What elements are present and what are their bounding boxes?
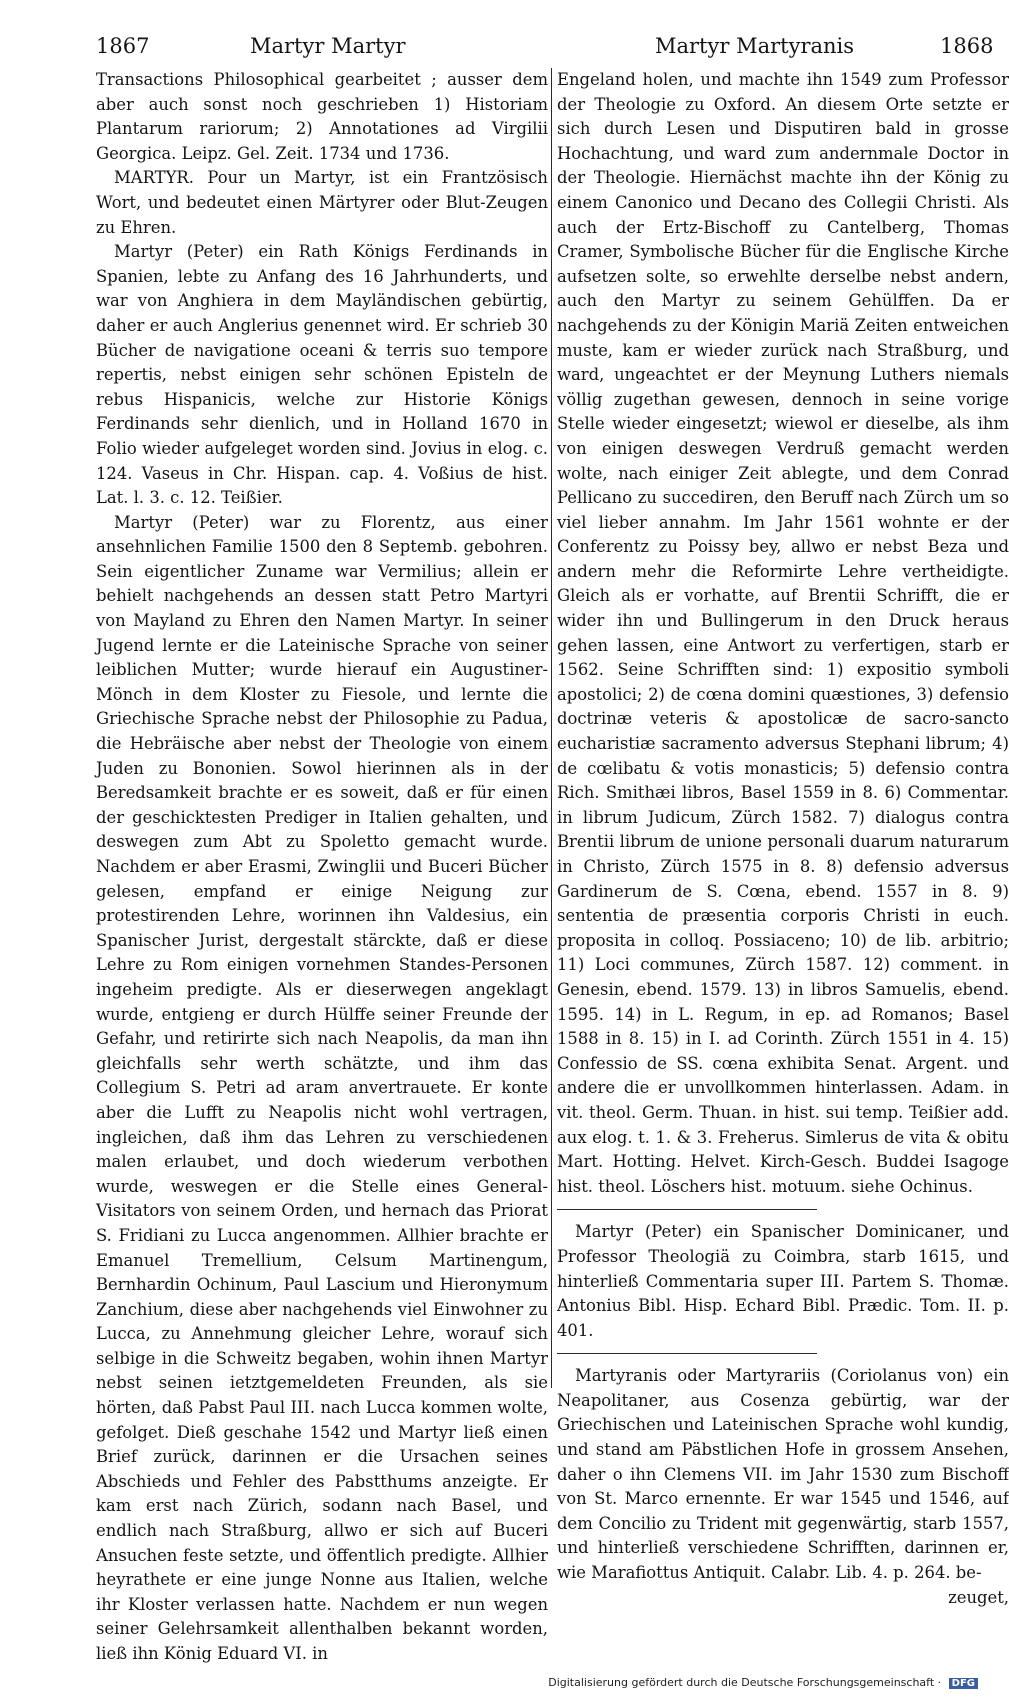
right-page-number: 1868 [940, 34, 994, 58]
left-running-head: Martyr Martyr [250, 34, 406, 58]
entry-martyranis: Martyranis oder Martyrariis (Coriolanus von) ein Neapolitaner, aus Cosenza gebürtig, war der Griechischen und Lateinischen Sprache wohl kundig, und stand am Päbstlichen Hofe in grossem Ansehen, daher o ihn Clemens VII. im Jahr 1530 zum Bischoff von St. Marco ernennte. Er war 1545 und 1546, auf dem Concilio zu Trident mit gegenwärtig, starb 1557, und hinterließ verschiedene Schrifften, darinnen er, wie Marafiottus Antiquit. Calabr. Lib. 4. p. 264. be- [557, 1366, 1009, 1583]
right-running-head: Martyr Martyranis [655, 34, 855, 58]
entry-separator [557, 1209, 817, 1210]
dfg-logo: DFG [949, 1678, 978, 1689]
continued-entry-text: Transactions Philosophical gearbeitet ; ausser dem aber auch sonst noch geschrieben 1) Historiam Plantarum rariorum; 2) Annotationes ad Virgilii Georgica. Leipz. Gel. Zeit. 1734 und 1736. [96, 70, 548, 163]
catchword: zeuget, [948, 1587, 1009, 1607]
column-divider [551, 68, 552, 1388]
right-column [557, 68, 1009, 1610]
entry-martyr-peter-dominican: Martyr (Peter) ein Spanischer Dominicaner, und Professor Theologiä zu Coimbra, starb 1615, und hinterließ Commentaria super III. Partem S. Thomæ. Antonius Bibl. Hisp. Echard Bibl. Prædic. Tom. II. p. 401. [557, 1222, 1009, 1340]
left-column [96, 68, 548, 1667]
digitization-footer [548, 1676, 978, 1689]
left-page-number: 1867 [96, 34, 150, 58]
entry-martyr-peter-vermilius: Martyr (Peter) war zu Florentz, aus einer ansehnlichen Familie 1500 den 8 Septemb. gebohren. Sein eigentlicher Zuname war Vermilius; allein er behielt nachgehends an dessen statt Petro Martyri von Mayland zu Ehren den Namen Martyr. In seiner Jugend lernte er die Lateinische Sprache von seiner leiblichen Mutter; wurde hierauf ein Augustiner-Mönch in dem Kloster zu Fiesole, und lernte die Griechische Sprache nebst der Philosophie zu Padua, die Hebräische aber nebst der Theologie von einem Juden zu Bononien. Sowol hierinnen als in der Beredsamkeit brachte er es soweit, daß er für einen der geschicktesten Prediger in Italien gehalten, und deswegen zum Abt zu Spoletto gemacht wurde. Nachdem er aber Erasmi, Zwinglii und Buceri Bücher gelesen, empfand er einige Neigung zur protestirenden Lehre, worinnen ihn Valdesius, ein Spanischer Jurist, dergestalt stärckte, daß er diese Lehre zu Rom einigen vornehmen Standes-Personen ingeheim predigte. Als er dieserwegen angeklagt wurde, entgieng er durch Hülffe seiner Freunde der Gefahr, und retirirte sich nach Neapolis, da man ihn gleichfalls sehr werth schätzte, und ihm das Collegium S. Petri ad aram anvertrauete. Er konte aber die Lufft zu Neapolis nicht wohl vertragen, ingleichen, daß ihm das Lehren zu verschiedenen malen erlaubet, und doch wiederum verbothen wurde, weswegen er die Stelle eines General-Visitators von seinem Orden, und hernach das Priorat S. Fridiani zu Lucca angenommen. Allhier brachte er Emanuel Tremellium, Celsum Martinengum, Bernhardin Ochinum, Paul Lascium und Hieronymum Zanchium, diese aber nachgehends viel Einwohner zu Lucca, zu Annehmung gleicher Lehre, worauf sich selbige in die Schweitz begaben, wohin ihnen Martyr nebst seinen ietztgemeldeten Freunden, als sie hörten, daß Pabst Paul III. nach Lucca kommen wolte, gefolget. Dieß geschahe 1542 und Martyr ließ einen Brief zurück, darinnen er die Ursachen seines Abschieds und Fehler des Pabstthums anzeigte. Er kam erst nach Zürich, sodann nach Basel, und endlich nach Straßburg, allwo er sich auf Buceri Ansuchen feste setzte, und öffentlich predigte. Allhier heyrathete er eine junge Nonne aus Italien, welche ihr Kloster verlassen hatte. Nachdem er nun wegen seiner Gelehrsamkeit allenthalben bekannt worden, ließ ihn König Eduard VI. in [96, 512, 548, 1663]
entry-martyr-peter-continued: Engeland holen, und machte ihn 1549 zum Professor der Theologie zu Oxford. An diesem Orte setzte er sich durch Lesen und Disputiren bald in grosse Hochachtung, und ward zum andernmale Doctor in der Theologie. Hiernächst machte ihn der König zu einem Canonico und Decano des Collegii Christi. Als auch der Ertz-Bischoff zu Cantelberg, Thomas Cramer, Symbolische Bücher für die Englische Kirche aufsetzen solte, so erwehlte derselbe nebst andern, auch den Martyr zu seinem Gehülffen. Da er nachgehends zu der Königin Mariä Zeiten entweichen muste, kam er wieder zurück nach Straßburg, und ward, ungeachtet er der Meynung Luthers niemals völlig zugethan gewesen, dennoch in seine vorige Stelle wieder eingesetzt; wiewol er dieselbe, als ihm von einigen deswegen Verdruß gemacht werden wolte, nach einiger Zeit ablegte, und dem Conrad Pellicano zu succediren, den Beruff nach Zürch um so viel lieber annahm. Im Jahr 1561 wohnte er der Conferentz zu Poissy bey, allwo er nebst Beza und andern mehr die Reformirte Lehre vertheidigte. Gleich als er vorhatte, auf Brentii Schrifft, die er wider ihn und Bullingerum in den Druck heraus gehen lassen, eine Antwort zu verfertigen, starb er 1562. Seine Schrifften sind: 1) expositio symboli apostolici; 2) de cœna domini quæstiones, 3) defensio doctrinæ veteris & apostolicæ de sacro-sancto eucharistiæ sacramento adversus Stephani librum; 4) de cœlibatu & votis monasticis; 5) defensio contra Rich. Smithæi libros, Basel 1559 in 8. 6) Commentar. in librum Judicum, Zürch 1582. 7) dialogus contra Brentii librum de unione personali duarum naturarum in Christo, Zürch 1575 in 8. 8) defensio adversus Gardinerum de S. Cœna, ebend. 1557 in 8. 9) sententia de præsentia corporis Christi in euch. proposita in colloq. Possiaceno; 10) de lib. arbitrio; 11) Loci communes, Zürch 1587. 12) comment. in Genesin, ebend. 1579. 13) in libros Samuelis, ebend. 1595. 14) in L. Regum, in ep. ad Romanos; Basel 1588 in 8. 15) in I. ad Corinth. Zürch 1551 in 4. 15) Confessio de SS. cœna exhibita Senat. Argent. und andere die er unvollkommen hinterlassen. Adam. in vit. theol. Germ. Thuan. in hist. sui temp. Teißier add. aux elog. t. 1. & 3. Freherus. Simlerus de vita & obitu Mart. Hotting. Helvet. Kirch-Gesch. Buddei Isagoge hist. theol. Löschers hist. motuum. siehe Ochinus. [557, 70, 1009, 1196]
entry-martyr-french: MARTYR. Pour un Martyr, ist ein Frantzösisch Wort, und bedeutet einen Märtyrer oder Blut-Zeugen zu Ehren. [96, 168, 548, 237]
footer-credit: Digitalisierung gefördert durch die Deutsche Forschungsgemeinschaft · [548, 1676, 942, 1689]
entry-separator [557, 1353, 817, 1354]
entry-martyr-peter-anghiera: Martyr (Peter) ein Rath Königs Ferdinands in Spanien, lebte zu Anfang des 16 Jahrhunderts, und war von Anghiera in dem Mayländischen gebürtig, daher er auch Anglerius genennet wird. Er schrieb 30 Bücher de navigatione oceani & terris suo tempore repertis, nebst einigen sehr schönen Episteln de rebus Hispanicis, welche zur Historie Königs Ferdinands sehr dienlich, und in Holland 1670 in Folio wieder aufgeleget worden sind. Jovius in elog. c. 124. Vaseus in Chr. Hispan. cap. 4. Voßius de hist. Lat. l. 3. c. 12. Teißier. [96, 242, 548, 508]
